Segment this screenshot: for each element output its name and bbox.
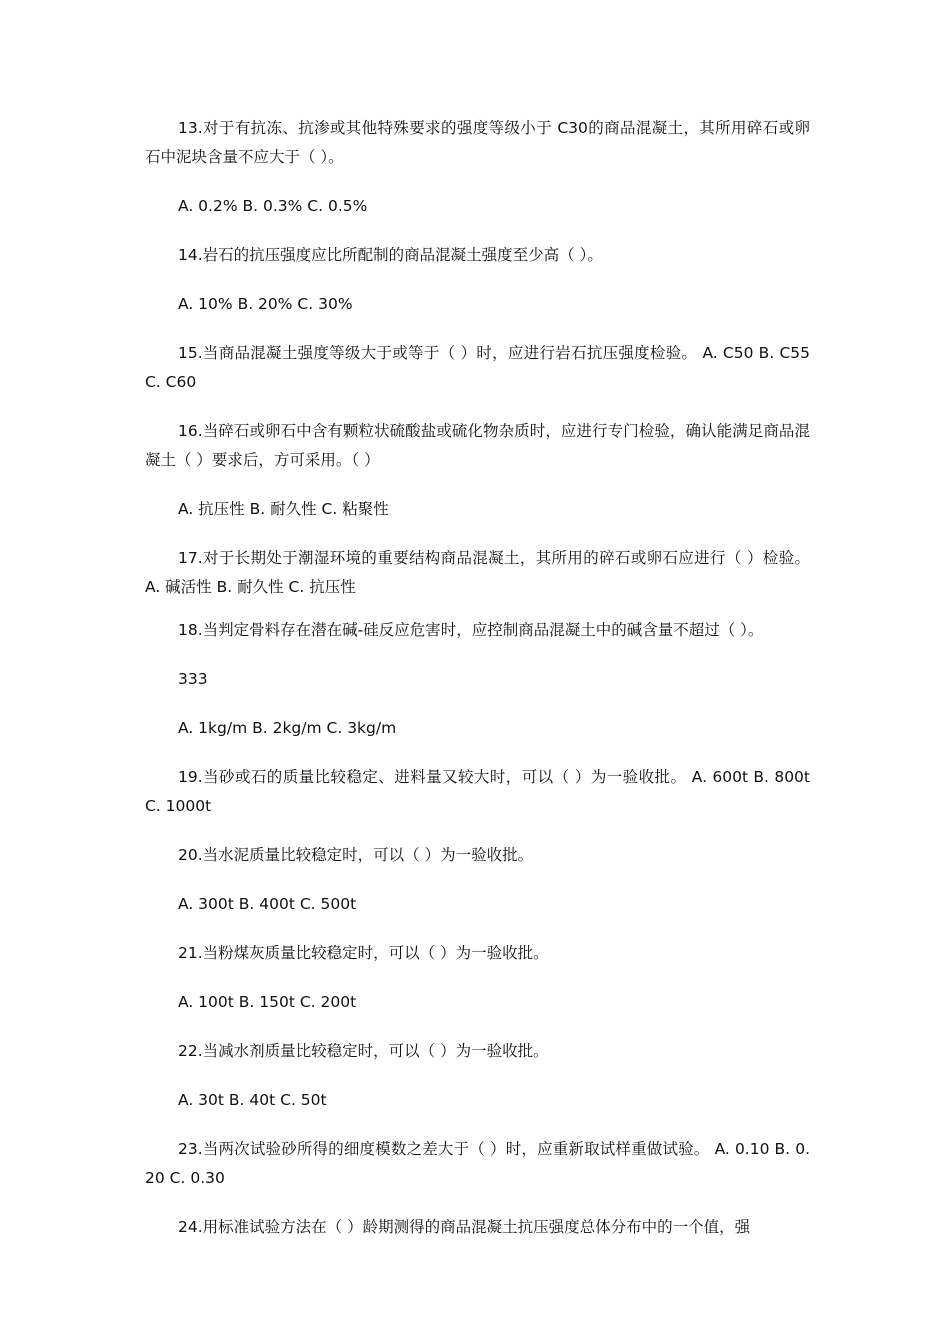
options-21: A. 100t B. 150t C. 200t [178, 993, 357, 1011]
options-14: A. 10% B. 20% C. 30% [178, 295, 353, 313]
question-22: 22.当减水剂质量比较稳定时，可以（ ）为一验收批。 [178, 1042, 549, 1060]
question-23: 23.当两次试验砂所得的细度模数之差大于（ ）时，应重新取试样重做试验。 A. 0.10 B. 0.20 C. 0.30 [145, 1140, 811, 1187]
question-14: 14.岩石的抗压强度应比所配制的商品混凝土强度至少高（ ）。 [178, 246, 603, 264]
document-body [145, 114, 810, 1262]
question-24: 24.用标准试验方法在（ ）龄期测得的商品混凝土抗压强度总体分布中的一个值，强 [178, 1218, 751, 1236]
options-13: A. 0.2% B. 0.3% C. 0.5% [178, 197, 368, 215]
question-20: 20.当水泥质量比较稳定时，可以（ ）为一验收批。 [178, 846, 534, 864]
options-18: A. 1kg/m B. 2kg/m C. 3kg/m [178, 719, 397, 737]
question-13: 13.对于有抗冻、抗渗或其他特殊要求的强度等级小于 C30的商品混凝土，其所用碎石或卵石中泥块含量不应大于（ ）。 [145, 119, 810, 166]
question-17: 17.对于长期处于潮湿环境的重要结构商品混凝土，其所用的碎石或卵石应进行（ ）检验。 A. 碱活性 B. 耐久性 C. 抗压性 [145, 549, 810, 596]
question-21: 21.当粉煤灰质量比较稳定时，可以（ ）为一验收批。 [178, 944, 549, 962]
options-20: A. 300t B. 400t C. 500t [178, 895, 357, 913]
question-19: 19.当砂或石的质量比较稳定、进料量又较大时，可以（ ）为一验收批。 A. 600t B. 800t C. 1000t [145, 768, 810, 815]
question-15: 15.当商品混凝土强度等级大于或等于（ ）时，应进行岩石抗压强度检验。 A. C50 B. C55 C. C60 [145, 344, 810, 391]
superscript-line: 333 [178, 670, 208, 688]
options-22: A. 30t B. 40t C. 50t [178, 1091, 327, 1109]
question-18: 18.当判定骨料存在潜在碱-硅反应危害时，应控制商品混凝土中的碱含量不超过（ ）。 [178, 621, 764, 639]
options-16: A. 抗压性 B. 耐久性 C. 粘聚性 [178, 500, 389, 518]
question-16: 16.当碎石或卵石中含有颗粒状硫酸盐或硫化物杂质时，应进行专门检验，确认能满足商品混凝土（ ）要求后，方可采用。（ ） [145, 422, 810, 469]
